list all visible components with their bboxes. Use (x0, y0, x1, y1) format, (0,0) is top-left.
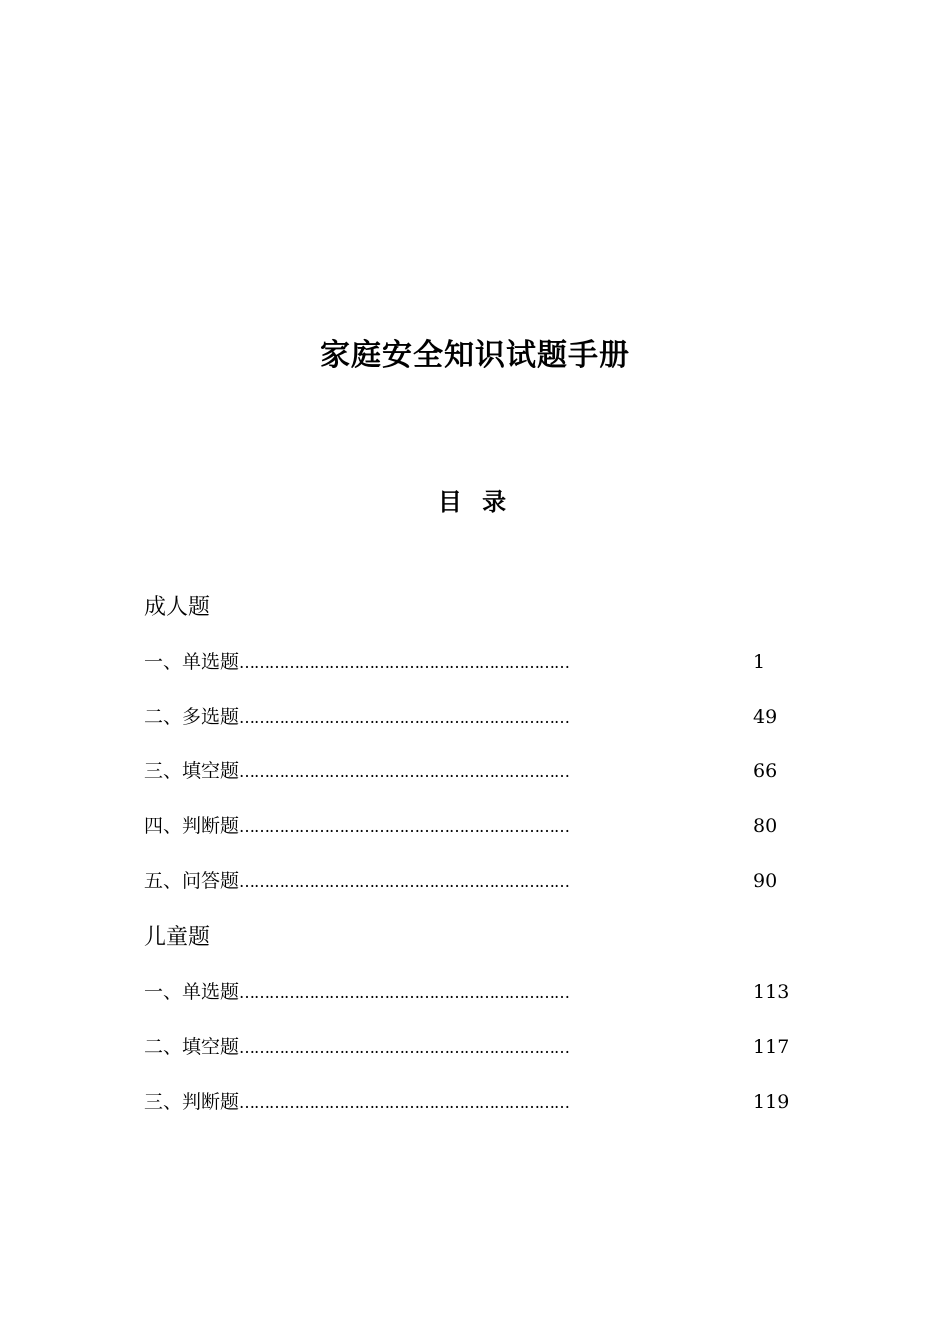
toc-entry[interactable] (144, 811, 809, 841)
toc-entry-label: 四、判断题 (144, 815, 240, 837)
toc-entry-label: 五、问答题 (144, 870, 240, 892)
toc-heading: 目 录 (437, 488, 513, 516)
toc-entry[interactable] (144, 1087, 809, 1117)
toc-leader-dots: ………………………………………………………… (239, 708, 570, 727)
toc-leader-dots: ………………………………………………………… (239, 983, 570, 1002)
toc-leader-dots: ………………………………………………………… (239, 817, 570, 836)
toc-leader-dots: ………………………………………………………… (239, 762, 570, 781)
toc-leader-dots: ………………………………………………………… (239, 1038, 570, 1057)
toc-entry-label: 三、判断题 (144, 1091, 240, 1113)
toc-entry-page: 113 (753, 981, 790, 1003)
toc-leader-dots: ………………………………………………………… (239, 1093, 570, 1112)
toc-entry-label: 一、单选题 (144, 981, 240, 1003)
toc-entry-page: 1 (753, 651, 766, 673)
toc-entry[interactable] (144, 977, 809, 1007)
toc-entry-page: 90 (753, 870, 778, 892)
toc-entry[interactable] (144, 756, 809, 786)
toc-entry-page: 119 (753, 1091, 790, 1113)
toc-entry-page: 117 (753, 1036, 790, 1058)
toc-entry[interactable] (144, 866, 809, 896)
toc-entry-label: 三、填空题 (144, 760, 240, 782)
toc-entry-label: 二、填空题 (144, 1036, 240, 1058)
toc-entry-label: 二、多选题 (144, 706, 240, 728)
toc-entry[interactable] (144, 702, 809, 732)
toc-entry-label: 一、单选题 (144, 651, 240, 673)
document-title: 家庭安全知识试题手册 (320, 338, 630, 373)
toc-entry[interactable] (144, 647, 809, 677)
toc-entry-page: 80 (753, 815, 778, 837)
toc-entry-page: 66 (753, 760, 778, 782)
section-heading-adult: 成人题 (144, 595, 211, 620)
toc-leader-dots: ………………………………………………………… (239, 872, 570, 891)
toc-entry[interactable] (144, 1032, 809, 1062)
toc-entry-page: 49 (753, 706, 778, 728)
section-heading-child: 儿童题 (144, 925, 211, 950)
toc-leader-dots: ………………………………………………………… (239, 653, 570, 672)
